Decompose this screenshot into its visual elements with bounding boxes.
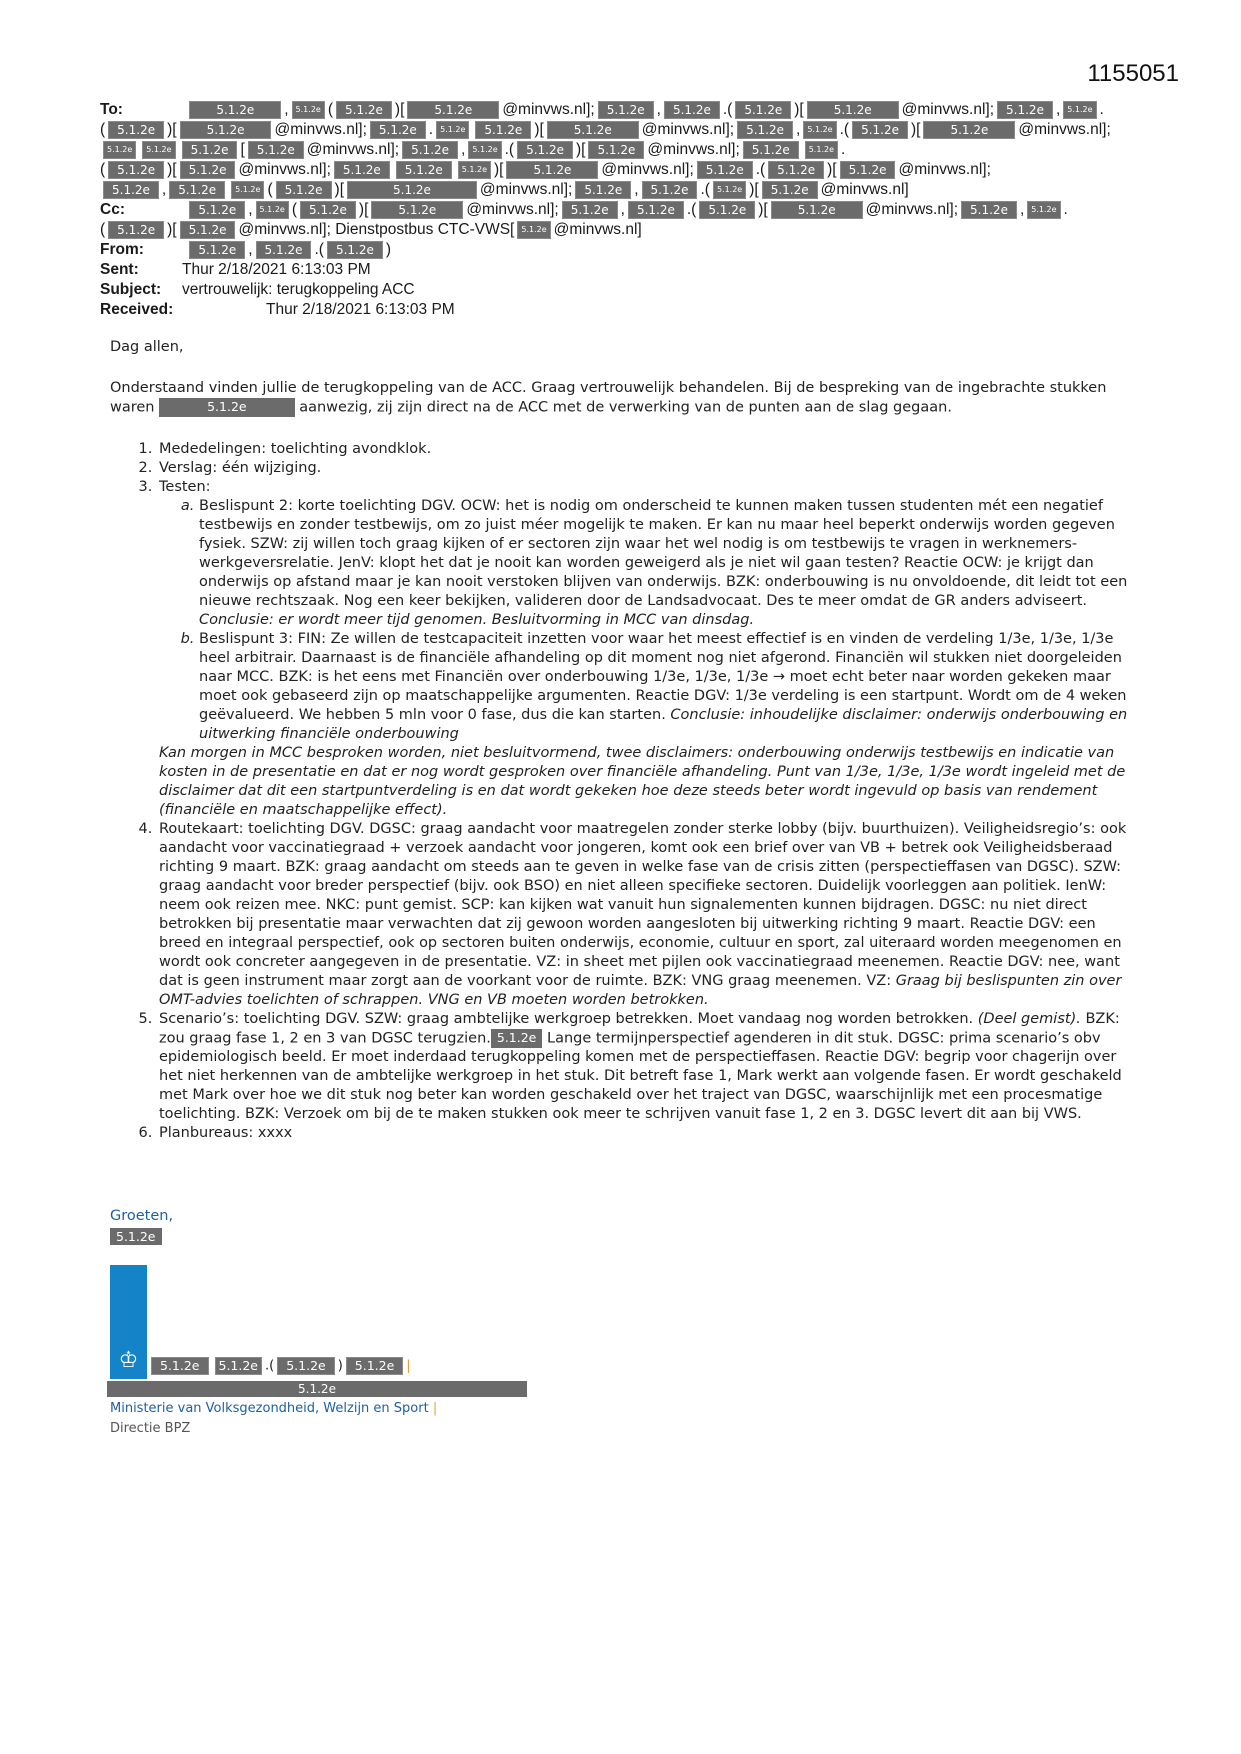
redaction: 5.1.2e (575, 181, 631, 199)
redaction: 5.1.2e (327, 241, 383, 259)
cc-line-2: ( 5.1.2e )[ 5.1.2e @minvws.nl]; Dienstpostbus CTC-VWS[ 5.1.2e @minvws.nl] (100, 221, 642, 238)
redaction: 5.1.2e (103, 141, 136, 159)
redaction: 5.1.2e (276, 181, 332, 199)
email-domain: @minvws.nl]; (479, 181, 573, 198)
redaction: 5.1.2e (840, 161, 896, 179)
received-value: Thur 2/18/2021 6:13:03 PM (266, 301, 455, 318)
email-domain: @minvws.nl]; (238, 161, 331, 178)
conclusion: Conclusie: inhoudelijke disclaimer: onderwijs onderbouwing en uitwerking financiële onderbouwing (199, 706, 1128, 742)
redaction: 5.1.2e (628, 201, 684, 219)
redaction: 5.1.2e (458, 161, 491, 179)
email-domain: @minvws.nl]; (601, 161, 694, 178)
redaction: 5.1.2e (491, 1029, 543, 1048)
redaction: 5.1.2e (852, 121, 908, 139)
subject-label: Subject: (100, 281, 162, 298)
signature-block (110, 1208, 173, 1245)
from-label: From: (100, 241, 144, 258)
redaction: 5.1.2e (189, 201, 245, 219)
email-domain: @minvws.nl]; (274, 121, 367, 138)
item3-conclusion: Kan morgen in MCC besproken worden, niet besluitvormend, twee disclaimers: onderbouwing onderwijs testbewijs en indicatie van kosten in de presentatie en dat er nog wordt gesproken over financiële afhandeling. Punt van 1/3e, 1/3e, 1/3e wordt ingeleid met de disclaimer dat dit een startpuntverdeling is en dat wordt gekeken hoe deze steeds beter wordt ingevuld op basis van rendement (financiële en maatschappelijke effect). (159, 744, 1126, 818)
redaction: 5.1.2e (517, 221, 550, 239)
to-line-5: 5.1.2e , 5.1.2e 5.1.2e ( 5.1.2e )[ 5.1.2e @minvws.nl]; 5.1.2e , 5.1.2e .( 5.1.2e )[ 5.1.2e @minvws.nl] (100, 180, 1160, 200)
redaction: 5.1.2e (336, 101, 392, 119)
redaction: 5.1.2e (347, 181, 477, 199)
redaction: 5.1.2e (159, 398, 295, 417)
redaction: 5.1.2e (803, 121, 836, 139)
ministry-name (110, 1401, 437, 1416)
redaction: 5.1.2e (189, 101, 281, 119)
item-text: Scenario’s: toelichting DGV. SZW: graag ambtelijke werkgroep betrekken. Moet vandaag nog worden betrokken. (159, 1010, 974, 1027)
redaction: 5.1.2e (371, 201, 463, 219)
sub-item (199, 497, 1130, 630)
sub-item (199, 630, 1130, 744)
sent-value: Thur 2/18/2021 6:13:03 PM (182, 261, 371, 278)
rijkswapen-crest-icon: ♔ (118, 1348, 139, 1373)
redaction: 5.1.2e (642, 181, 698, 199)
redaction: 5.1.2e (108, 161, 164, 179)
redaction: 5.1.2e (180, 221, 236, 239)
redaction: 5.1.2e (807, 101, 899, 119)
redaction: 5.1.2e (107, 1381, 527, 1397)
redaction: 5.1.2e (103, 181, 159, 199)
redaction: 5.1.2e (189, 241, 245, 259)
redaction: 5.1.2e (231, 181, 264, 199)
email-domain: @minvws.nl] (820, 181, 909, 198)
email-domain: @minvws.nl]; (502, 101, 595, 118)
subject-value: vertrouwelijk: terugkoppeling ACC (182, 281, 415, 298)
ministry-text: Ministerie van Volksgezondheid, Welzijn en Sport (110, 1401, 429, 1416)
redaction: 5.1.2e (151, 1357, 209, 1375)
document-id: 1155051 (1087, 60, 1179, 87)
redaction: 5.1.2e (961, 201, 1017, 219)
greeting: Dag allen, (110, 339, 184, 355)
redaction: 5.1.2e (517, 141, 573, 159)
to-line-1: To: 5.1.2e , 5.1.2e ( 5.1.2e )[ 5.1.2e @minvws.nl]; 5.1.2e , 5.1.2e .( 5.1.2e )[ 5.1.2e @minvws.nl]; 5.1.2e , 5.1.2e . (100, 101, 1104, 118)
intro-text-end: aanwezig, zij zijn direct na de ACC met de verwerking van de punten aan de slag gegaan. (299, 399, 952, 416)
sent-line (100, 260, 1160, 280)
email-domain: @minvws.nl]; (306, 141, 400, 158)
redaction: 5.1.2e (248, 141, 304, 159)
redaction: 5.1.2e (805, 141, 838, 159)
cc-label: Cc: (100, 201, 125, 218)
redaction: 5.1.2e (771, 201, 863, 219)
redaction: 5.1.2e (547, 121, 639, 139)
sub-item-text: Beslispunt 2: korte toelichting DGV. OCW: het is nodig om onderscheid te kunnen maken tussen studenten mét een negatief testbewijs en zonder testbewijs, om zo juist méer mogelijk te maken. Er kan nu maar heel beperkt onderwijs worden gegeven fysiek. SZW: zij willen toch graag kijken of er sectoren zijn waar het wel nodig is om testbewijs te vragen in werknemers-werkgeversrelatie. JenV: klopt het dat je nooit kan worden geweigerd als je niet wil gaan testen? Reactie OCW: je krijgt dan onderwijs op afstand maar je kan nooit verstoken blijven van onderwijs. BZK: onderbouwing is nu onvoldoende, dit leidt tot een nieuwe rechtszaak. Nog een keer bekijken, valideren door de Landsadvocaat. Des te meer omdat de GR anders adviseert. (199, 497, 1128, 609)
item-italic: (Deel gemist). (977, 1010, 1081, 1027)
redaction: 5.1.2e (110, 1228, 162, 1245)
redaction: 5.1.2e (142, 141, 175, 159)
redaction: 5.1.2e (300, 201, 356, 219)
item-text: Testen: (159, 478, 211, 495)
subject-line (100, 280, 1160, 300)
email-domain: @minvws.nl]; (641, 121, 735, 138)
redaction: 5.1.2e (1063, 101, 1096, 119)
redaction: 5.1.2e (762, 181, 818, 199)
list-item (157, 1124, 1130, 1143)
email-domain: @minvws.nl]; (901, 101, 995, 118)
conclusion: Conclusie: er wordt meer tijd genomen. Besluitvorming in MCC van dinsdag. (199, 611, 755, 628)
list-item (157, 459, 1130, 478)
list-item (157, 478, 1130, 820)
redaction: 5.1.2e (436, 121, 469, 139)
directorate-name: Directie BPZ (110, 1421, 191, 1436)
item-text: Mededelingen: toelichting avondklok. (159, 440, 432, 457)
agenda-list (110, 440, 1130, 1144)
redaction: 5.1.2e (370, 121, 426, 139)
redaction: 5.1.2e (598, 101, 654, 119)
redaction: 5.1.2e (743, 141, 799, 159)
cc-line-1: Cc: 5.1.2e , 5.1.2e ( 5.1.2e )[ 5.1.2e @minvws.nl]; 5.1.2e , 5.1.2e .( 5.1.2e )[ 5.1.2e @minvws.nl]; 5.1.2e , 5.1.2e . (100, 201, 1068, 218)
email-domain: @minvws.nl]; (238, 221, 331, 238)
redaction: 5.1.2e (256, 201, 289, 219)
item-text: BZK: zou graag fase 1, 2 en 3 van DGSC terugzien. (159, 1010, 1120, 1046)
redaction: 5.1.2e (108, 221, 164, 239)
rijksoverheid-logo (110, 1265, 147, 1379)
redaction: 5.1.2e (215, 1357, 263, 1375)
from-line: From: 5.1.2e , 5.1.2e .( 5.1.2e ) (100, 241, 392, 258)
redaction: 5.1.2e (180, 161, 236, 179)
to-line-2: ( 5.1.2e )[ 5.1.2e @minvws.nl]; 5.1.2e . 5.1.2e 5.1.2e )[ 5.1.2e @minvws.nl]; 5.1.2e , 5.1.2e .( 5.1.2e )[ 5.1.2e @minvws.nl]; (100, 121, 1111, 138)
intro-text: Onderstaand vinden jullie de terugkoppeling van de ACC. Graag vertrouwelijk behandelen. Bij de bespreking van de ingebrachte stukken waren (110, 380, 1107, 416)
item-italic: Graag bij beslispunten zin over OMT-advies toelichten of schrappen. VNG en VB moeten worden betrokken. (159, 972, 1122, 1008)
list-item (157, 820, 1130, 1010)
redaction: 5.1.2e (108, 121, 164, 139)
received-label: Received: (100, 301, 174, 318)
redaction: 5.1.2e (468, 141, 501, 159)
email-domain: @minvws.nl]; (898, 161, 991, 178)
email-domain: @minvws.nl]; (647, 141, 740, 158)
redaction: 5.1.2e (256, 241, 312, 259)
redaction: 5.1.2e (182, 141, 238, 159)
email-domain: @minvws.nl] (553, 221, 642, 238)
redaction: 5.1.2e (588, 141, 644, 159)
signature-name-row: 5.1.2e 5.1.2e .( 5.1.2e ) 5.1.2e | (148, 1357, 411, 1375)
postbus-address: Dienstpostbus CTC-VWS[ (335, 221, 515, 238)
email-body (110, 338, 1130, 1143)
item-text: Routekaart: toelichting DGV. DGSC: graag aandacht voor maatregelen zonder sterke lobby (bijv. buurthuizen). Veiligheidsregio’s: ook aandacht voor vaccinatiegraad + verzoek aandacht voor jongeren, komt ook een brief over van VB + betrek ook Veiligheidsberaad richting 9 maart. BZK: graag aandacht om steeds aan te geven in welke fase van de crisis zitten (perspectieffasen van DGSC). SZW: graag aandacht voor breder perspectief (bijv. ook BSO) en niet alleen specifieke sectoren. Duidelijk voorleggen aan politiek. IenW: neem ook reizen mee. NKC: punt gemist. SCP: kan kijken wat vanuit hun signalementen kunnen bijdragen. DGSC: nu niet direct betrokken bij presentatie maar verwachten dat zij gewoon worden aangesloten bij uitwerking richting 9 maart. Reactie DGV: een breed en integraal perspectief, ook op sectoren buiten onderwijs, economie, cultuur en sport, zal uiteraard worden meegenomen en wordt ook concreter aangegeven in de presentatie. VZ: in sheet met pijlen ook vaccinatiegraad meenemen. Reactie DGV: nee, want dat is geen instrument maar zorgt aan de voorkant voor de ruimte. BZK: VNG graag meenemen. VZ: (159, 820, 1127, 989)
received-line (100, 300, 1160, 320)
redaction: 5.1.2e (169, 181, 225, 199)
redaction: 5.1.2e (334, 161, 390, 179)
redaction: 5.1.2e (923, 121, 1015, 139)
redaction: 5.1.2e (506, 161, 598, 179)
to-line-4: ( 5.1.2e )[ 5.1.2e @minvws.nl]; 5.1.2e 5.1.2e 5.1.2e )[ 5.1.2e @minvws.nl]; 5.1.2e .( 5.1.2e )[ 5.1.2e @minvws.nl]; (100, 161, 991, 178)
email-header (100, 100, 1160, 320)
redaction: 5.1.2e (475, 121, 531, 139)
item-text: Planbureaus: xxxx (159, 1125, 293, 1141)
sub-list (159, 497, 1130, 744)
list-item (157, 440, 1130, 459)
redaction: 5.1.2e (407, 101, 499, 119)
to-label: To: (100, 101, 123, 118)
email-domain: @minvws.nl]; (865, 201, 959, 218)
redaction: 5.1.2e (735, 101, 791, 119)
intro-paragraph (110, 379, 1130, 418)
redaction: 5.1.2e (562, 201, 618, 219)
list-item (157, 1010, 1130, 1125)
redaction: 5.1.2e (664, 101, 720, 119)
closing: Groeten, (110, 1208, 174, 1224)
redaction: 5.1.2e (277, 1357, 335, 1375)
item-text: Lange termijnperspectief agenderen in dit stuk. DGSC: prima scenario’s obv epidemiologisch beeld. Er moet inderdaad terugkoppeling komen met de perspectieffasen. Reactie DGV: begrip voor chagerijn over het niet herkennen van de ambtelijke werkgroep in het stuk. Dit betreft fase 1, Mark werkt aan volgende fasen. Er wordt geschakeld met Mark over hoe we dit stuk nog beter kan worden geschakeld over het traject van DGSC, waarschijnlijk met een procesmatige toelichting. BZK: Verzoek om bij de te maken stukken ook meer te schrijven vanuit fase 1, 2 en 3. DGSC levert dit aan bij VWS. (159, 1030, 1122, 1122)
redaction: 5.1.2e (997, 101, 1053, 119)
redaction: 5.1.2e (1027, 201, 1060, 219)
redaction: 5.1.2e (292, 101, 325, 119)
email-domain: @minvws.nl]; (1018, 121, 1111, 138)
redaction: 5.1.2e (699, 201, 755, 219)
separator-pipe: | (406, 1358, 411, 1374)
redaction: 5.1.2e (768, 161, 824, 179)
separator-pipe: | (432, 1401, 438, 1416)
email-domain: @minvws.nl]; (466, 201, 559, 218)
redaction: 5.1.2e (737, 121, 793, 139)
item-text: Verslag: één wijziging. (159, 459, 322, 476)
sent-label: Sent: (100, 261, 139, 278)
to-line-3: 5.1.2e 5.1.2e 5.1.2e [ 5.1.2e @minvws.nl]; 5.1.2e , 5.1.2e .( 5.1.2e )[ 5.1.2e @minvws.nl]; 5.1.2e 5.1.2e . (100, 140, 1160, 160)
redaction: 5.1.2e (346, 1357, 404, 1375)
redaction: 5.1.2e (713, 181, 746, 199)
redaction: 5.1.2e (396, 161, 452, 179)
sub-item-text: Beslispunt 3: FIN: Ze willen de testcapaciteit inzetten voor waar het meest effectief is en vinden de verdeling 1/3e, 1/3e, 1/3e heel arbitrair. Daarnaast is de financiële afhandeling op dit moment nog niet afgerond. Financiën wil stukken niet doorgeleiden naar MCC. BZK: is het eens met Financiën over onderbouwing 1/3e, 1/3e, 1/3e → moet echt beter naar worden gekeken maar moet ook gebaseerd zijn op maatschappelijke argumenten. Reactie DGV: 1/3e verdeling is een startpunt. Wordt om de 4 weken geëvalueerd. We hebben 5 mln voor 0 fase, dus die kan starten. (199, 630, 1127, 723)
redaction: 5.1.2e (402, 141, 458, 159)
redaction: 5.1.2e (697, 161, 753, 179)
redaction: 5.1.2e (180, 121, 272, 139)
